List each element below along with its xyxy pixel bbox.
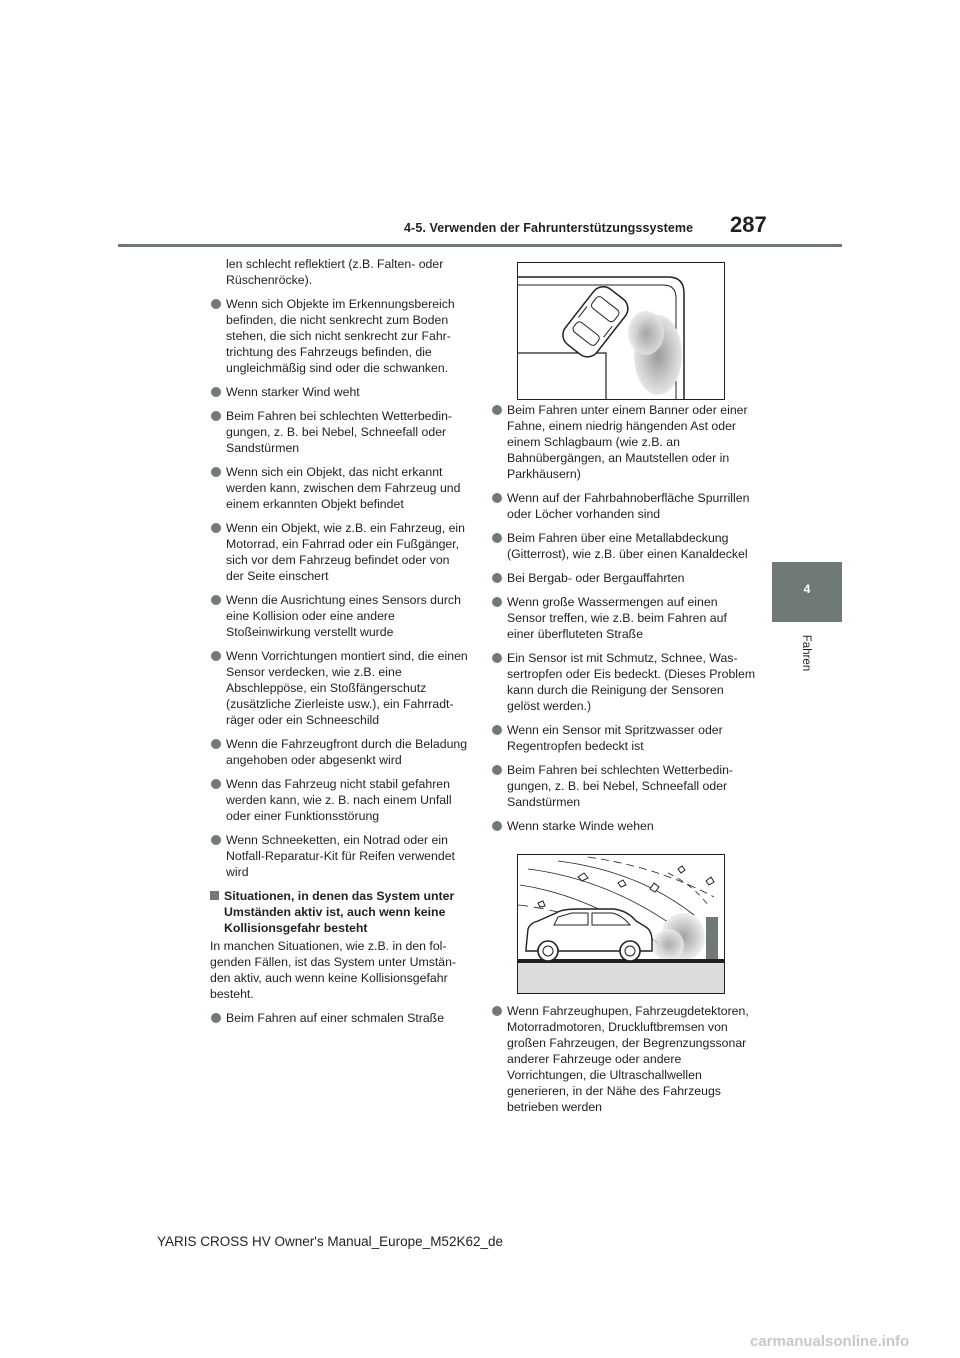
bullet-icon (492, 821, 502, 831)
bullet-icon (211, 467, 221, 477)
chapter-label: Fahren (800, 634, 812, 672)
figure-parking-wall (517, 262, 725, 400)
bullet-icon (211, 779, 221, 789)
bullet-icon (492, 653, 502, 663)
bullet-icon (211, 387, 221, 397)
list-item: Wenn die Ausrichtung eines Sensors durch eine Kollision oder eine andere Stoßeinwirkung verstellt wurde (210, 592, 468, 640)
bullet-icon (492, 597, 502, 607)
list-item: Wenn das Fahrzeug nicht stabil gefahren werden kann, wie z. B. nach einem Unfall oder einer Funktionsstörung (210, 776, 468, 824)
bullet-icon (211, 835, 221, 845)
bullet-icon (492, 765, 502, 775)
list-item: Beim Fahren über eine Metallabdeckung (Gitterrost), wie z.B. über einen Kanaldeckel (491, 530, 757, 562)
list-item: Wenn Vorrichtungen montiert sind, die einen Sensor verdecken, wie z.B. eine Abschleppöse, ein Stoßfängerschutz (zusätzliche Zierleiste usw.), ein Fahrradträger oder ein Schneeschild (210, 648, 468, 728)
list-item: Beim Fahren auf einer schmalen Straße (210, 1010, 468, 1026)
bullet-icon (211, 299, 221, 309)
list-item: Beim Fahren bei schlechten Wetterbedingungen, z. B. bei Nebel, Schneefall oder Sandstürmen (210, 408, 468, 456)
list-item: Beim Fahren unter einem Banner oder einer Fahne, einem niedrig hängenden Ast oder einem Schlagbaum (wie z.B. an Bahnübergängen, an Mautstellen oder in Parkhäusern) (491, 402, 757, 482)
watermark: carmanualsonline.info (750, 1333, 910, 1350)
chapter-number: 4 (803, 582, 811, 596)
bullet-icon (492, 725, 502, 735)
bullet-icon (492, 573, 502, 583)
bullet-icon (492, 1006, 502, 1016)
left-column (210, 256, 468, 1034)
bullet-icon (211, 595, 221, 605)
list-item: Wenn sich ein Objekt, das nicht erkannt werden kann, zwischen dem Fahrzeug und einem erkannten Objekt befindet (210, 464, 468, 512)
bullet-icon (211, 739, 221, 749)
list-item: Wenn starke Winde wehen (491, 818, 757, 834)
list-item: Wenn ein Sensor mit Spritzwasser oder Regentropfen bedeckt ist (491, 722, 757, 754)
list-item: Wenn Schneeketten, ein Notrad oder ein Notfall-Reparatur-Kit für Reifen verwendet wird (210, 832, 468, 880)
subheading: Situationen, in denen das System unter Umständen aktiv ist, auch wenn keine Kollisionsgefahr besteht (210, 888, 468, 936)
square-bullet-icon (210, 891, 219, 900)
bullet-icon (211, 651, 221, 661)
page-number: 287 (730, 212, 767, 237)
bullet-icon (211, 411, 221, 421)
list-item: Wenn die Fahrzeugfront durch die Beladung angehoben oder abgesenkt wird (210, 736, 468, 768)
list-item: Wenn Fahrzeughupen, Fahrzeugdetektoren, Motorradmotoren, Druckluftbremsen von großen Fahrzeugen, der Begrenzungssonar anderer Fahrzeuge oder andere Vorrichtungen, die Ultraschallwellen generieren, in der Nähe des Fahrzeugs betrieben werden (491, 1003, 757, 1115)
list-item: Ein Sensor ist mit Schmutz, Schnee, Wassertropfen oder Eis bedeckt. (Dieses Problem kann durch die Reinigung der Sensoren gelöst werden.) (491, 650, 757, 714)
list-item: Wenn ein Objekt, wie z.B. ein Fahrzeug, ein Motorrad, ein Fahrrad oder ein Fußgänger, sich vor dem Fahrzeug befindet oder von der Seite einschert (210, 520, 468, 584)
figure-strong-wind (517, 854, 725, 994)
right-column (491, 402, 757, 842)
list-item: Wenn starker Wind weht (210, 384, 468, 400)
list-item: Wenn sich Objekte im Erkennungsbereich befinden, die nicht senkrecht zum Boden stehen, die sich nicht senkrecht zur Fahrtrichtung des Fahrzeugs befinden, die ungleichmäßig sind oder die schwanken. (210, 296, 468, 376)
footer-manual-id: YARIS CROSS HV Owner's Manual_Europe_M52K62_de (157, 1234, 503, 1249)
section-title: 4-5. Verwenden der Fahrunterstützungssysteme (404, 221, 694, 235)
list-item: Wenn auf der Fahrbahnoberfläche Spurrillen oder Löcher vorhanden sind (491, 490, 757, 522)
right-column-lower (491, 1003, 757, 1123)
continued-text: len schlecht reflektiert (z.B. Falten- oder Rüschenröcke). (226, 257, 444, 287)
bullet-icon (211, 523, 221, 533)
bullet-icon (492, 405, 502, 415)
header-divider (118, 244, 842, 247)
chapter-tab[interactable] (772, 562, 842, 622)
bullet-icon (492, 493, 502, 503)
paragraph: In manchen Situationen, wie z.B. in den folgenden Fällen, ist das System unter Umständen aktiv, auch wenn keine Kollisionsgefahr besteht. (210, 939, 457, 1001)
list-item: Bei Bergab- oder Bergauffahrten (491, 570, 757, 586)
bullet-icon (492, 533, 502, 543)
bullet-icon (211, 1013, 221, 1023)
list-item: Wenn große Wassermengen auf einen Sensor treffen, wie z.B. beim Fahren auf einer überfluteten Straße (491, 594, 757, 642)
list-item: Beim Fahren bei schlechten Wetterbedingungen, z. B. bei Nebel, Schneefall oder Sandstürmen (491, 762, 757, 810)
